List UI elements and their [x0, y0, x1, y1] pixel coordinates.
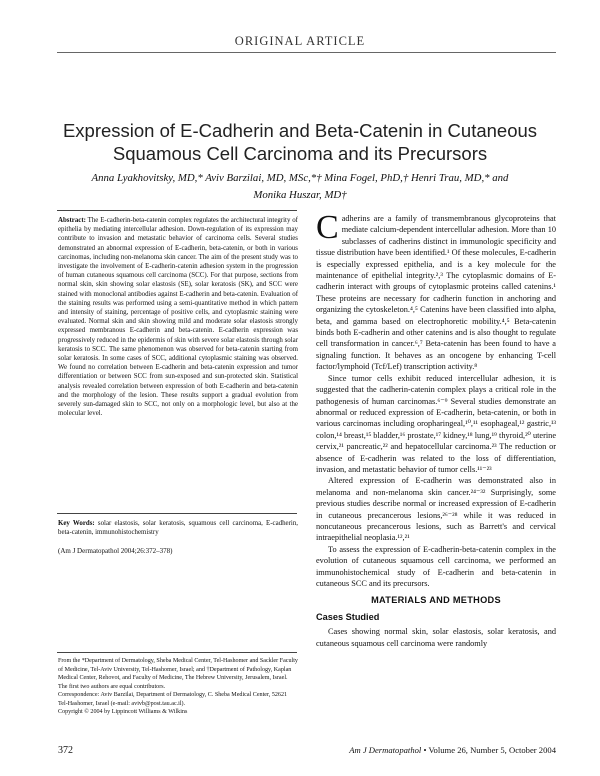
body-paragraph-3: Altered expression of E-cadherin was demonstrated also in melanoma and non-melanoma skin cancer.²⁴⁻³² Surprisingly, some previous studies describe normal or increased expression of E-cadherin in cutaneous precancerous lesions,²⁶⁻²⁸ while it was reduced in noncutaneous precancerous lesions, such as Barrett's and cervical intraepithelial neoplasia.¹²,²¹	[316, 476, 556, 543]
body-column	[316, 209, 556, 649]
subsection-heading: Cases Studied	[316, 611, 380, 622]
header-rule	[57, 52, 556, 53]
keywords	[58, 519, 298, 537]
footer-journal-info	[349, 745, 556, 755]
body-paragraph-1	[316, 209, 556, 373]
footnote-copyright: Copyright © 2004 by Lippincott Williams & Wilkins	[58, 709, 188, 715]
section-heading: MATERIALS AND METHODS	[371, 595, 501, 606]
body-paragraph-4: To assess the expression of E-cadherin-beta-catenin complex in the evolution of cutaneous squamous cell carcinoma, we performed an immunohistochemical study of E-cadherin and beta-catenin in cutaneous SCC and its precursors.	[316, 544, 556, 588]
footer-issue: • Volume 26, Number 5, October 2004	[421, 745, 556, 755]
body-paragraph-2: Since tumor cells exhibit reduced intercellular adhesion, it is suggested that the cadherin-catenin complex plays a critical role in the pathogenesis of human carcinomas.⁶⁻⁹ Several studies demonstrate an abnormal or reduced expression of E-cadherin, beta-catenin, or both in various carcinomas including oropharingeal,¹⁰,¹¹ esophageal,¹² gastric,¹³ colon,¹⁴ breast,¹⁵ bladder,¹⁶ prostate,¹⁷ kidney,¹⁸ lung,¹⁹ thyroid,²⁰ uterine cervix,²¹ pancreatic,²² and hepatocellular carcinoma.²³ The reduction or absence of E-cadherin was related to the loss of differentiation, invasion, and metastatic behavior of tumor cells.¹¹⁻²³	[316, 373, 556, 474]
footnotes	[58, 657, 298, 717]
citation: (Am J Dermatopathol 2004;26:372–378)	[58, 547, 173, 555]
dropcap: C	[316, 209, 339, 246]
abstract-text: The E-cadherin-beta-catenin complex regulates the architectural integrity of epithelia by mediating intercellular adhesion. Down-regulation of its expression may contribute to invasion and metastatic behavior of carcinoma cells. Several studies demonstrated an abnormal expression of E-cadherin, beta-catenin, or both in various carcinomas, including non-melanoma skin cancer. The aim of the present study was to investigate the involvement of E-cadherin-catenin adhesion system in the progression of human cutaneous squamous cell carcinoma (SCC). For that purpose, sections from normal skin, skin showing solar elastosis (SE), solar keratosis (SK), and SCC were stained with monoclonal antibodies against E-cadherin and beta-catenin. Evaluation of the staining results was performed using a semi-quantitative method in which pattern and intensity of staining, percentage of positive cells, and cytoplasmic staining were evaluated. Normal skin and skin showing mild and moderate solar elastosis strongly expressed membranous E-cadherin and beta-catenin. E-cadherin expression was progressively reduced in the epidermis of skin with severe solar elastosis through solar keratosis to SCC. The same phenomenon was observed for beta-catenin starting from solar keratosis. In some cases of SCC, additional cytoplasmic staining was observed. We found no correlation between E-cadherin and beta-catenin expression and tumor differentiation or between SCC from sun-exposed and sun-protected skin. Statistical analysis revealed correlation between expression of both E-cadherin and beta-catenin and the morphology of the lesion. These results support a gradual evolution from severely sun-damaged skin to SCC, not only on a morphologic level, but also at the molecular level.	[58, 217, 298, 418]
footnote-rule	[57, 652, 297, 653]
footer-journal-name: Am J Dermatopathol	[349, 745, 422, 755]
article-title: Expression of E-Cadherin and Beta-Catenin in Cutaneous Squamous Cell Carcinoma and its Precursors	[62, 120, 538, 164]
abstract-label: Abstract:	[58, 217, 86, 224]
body-paragraph-5: Cases showing normal skin, solar elastosis, solar keratosis, and cutaneous squamous cell carcinoma were randomly	[316, 627, 556, 648]
footnote-equal-contrib: The first two authors are equal contributors.	[58, 683, 166, 690]
page-number: 372	[58, 745, 73, 756]
article-authors: Anna Lyakhovitsky, MD,* Aviv Barzilai, MD, MSc,*† Mina Fogel, PhD,† Henri Trau, MD,* and Monika Huszar, MD†	[91, 172, 509, 201]
body-paragraph-1-text: adherins are a family of transmembranous glycoproteins that mediate calcium-dependent intercellular adhesion. More than 10 subclasses of cadherins distinct in immunologic specificity and tissue distribution have been identified.¹ Of these molecules, E-cadherin is especially expressed epithelia, and is a key molecule for the maintenance of epithelial integrity.²,³ The cytoplasmic domains of E-cadherin interact with groups of cytoplasmic proteins called catenins.¹ These proteins are necessary for cadherin function in anchoring and organizing the cytoskeleton.⁴,⁵ Catenins have been classified into alpha, beta, and gamma based on electrophoretic mobility.⁴,⁵ Beta-catenin binds both E-cadherin and other catenins and is also thought to regulate cell transformation in cancer.⁶,⁷ Beta-catenin has been found to have a signaling function. It behaves as an oncogene by enhancing T-cell factor/lymphoid (Tcf/Lef) transcription activity.⁸	[316, 214, 556, 372]
keywords-label: Key Words:	[58, 520, 95, 527]
keywords-text: solar elastosis, solar keratosis, squamous cell carcinoma, E-cadherin, beta-catenin, immunohistochemistry	[58, 520, 298, 537]
footnote-correspondence: Correspondence: Aviv Barzilai, Department of Dermatology, C. Sheba Medical Center, 52621 Tel-Hashomer, Israel (e-mail: avivb@post.tau.ac.il).	[58, 692, 288, 707]
footnote-affiliations: From the *Department of Dermatology, Sheba Medical Center, Tel-Hashomer and Sackler Faculty of Medicine, Tel-Aviv University, Tel-Hashomer, Israel; and †Department of Pathology, Kaplan Medical Center, Rehovot, and Faculty of Medicine, The Hebrew University, Jerusalem, Israel.	[58, 658, 298, 681]
section-label: ORIGINAL ARTICLE	[234, 34, 366, 48]
abstract	[58, 216, 298, 418]
